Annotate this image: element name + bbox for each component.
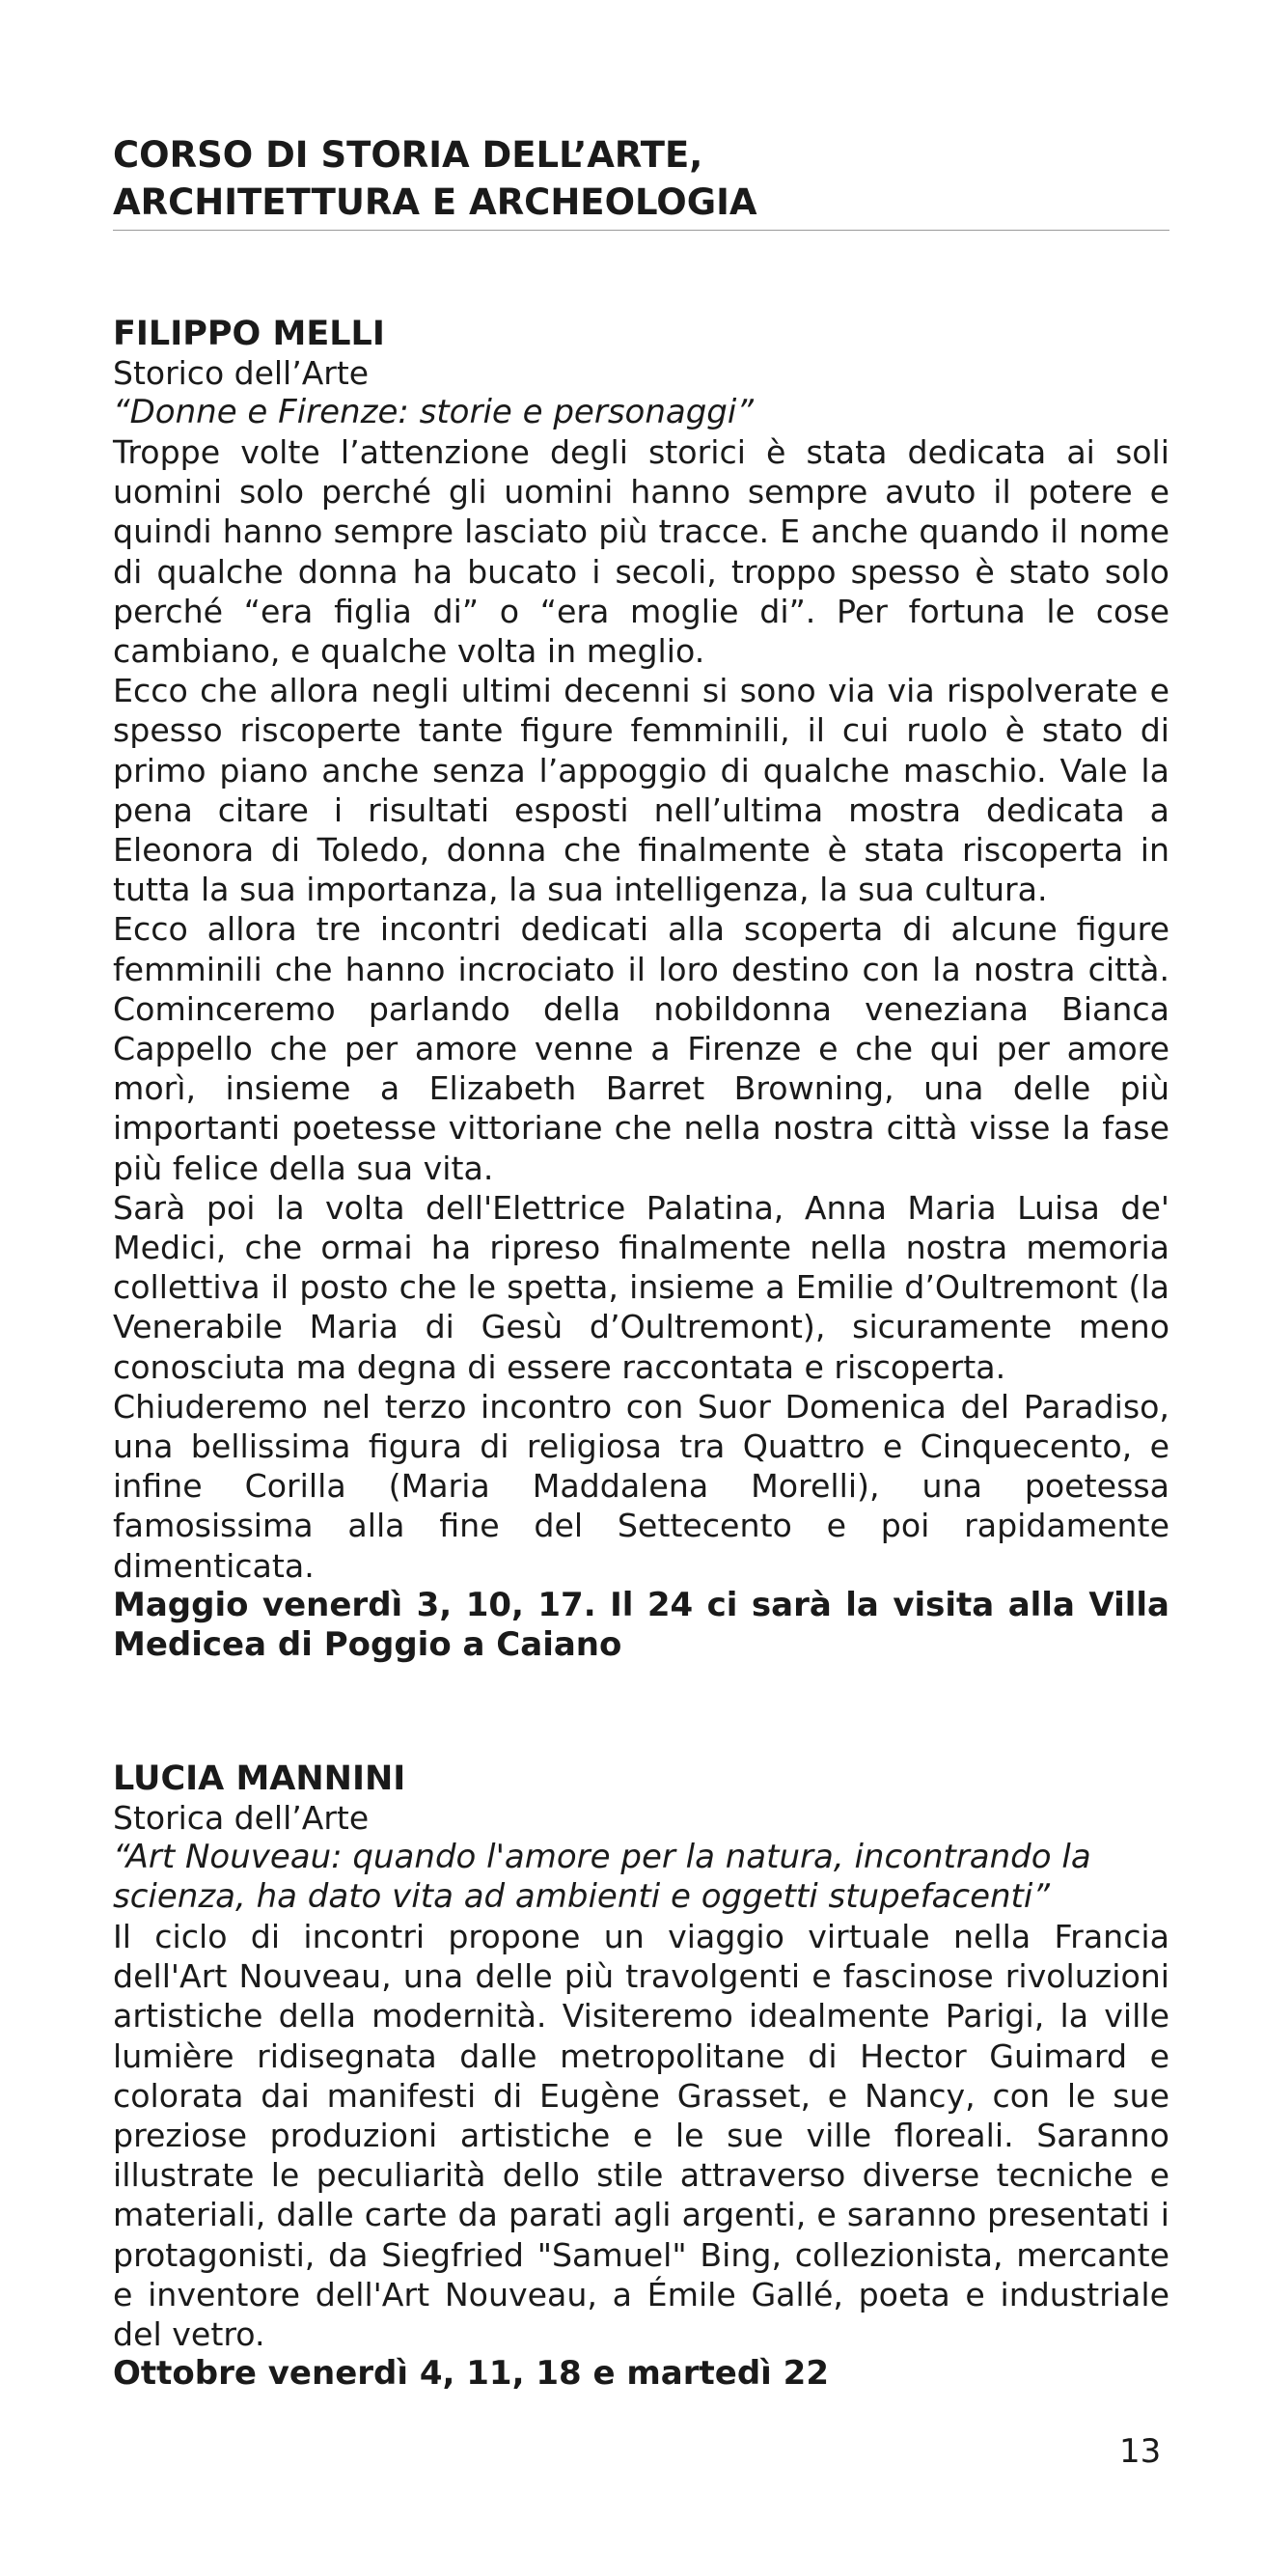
course-title bbox=[113, 131, 1169, 231]
speaker-name: LUCIA MANNINI bbox=[113, 1759, 406, 1798]
speaker-name: FILIPPO MELLI bbox=[113, 315, 385, 353]
speaker-role: Storica dell’Arte bbox=[113, 1799, 370, 1837]
description-paragraph: Sarà poi la volta dell'Elettrice Palatina, Anna Maria Luisa de' Medici, che ormai ha ripreso finalmente nella nostra memoria collettiva il posto che le spetta, insieme a Emilie d’Oultremont (la Venerabile Maria di Gesù d’Oultremont), sicuramente meno conosciuta ma degna di essere raccontata e riscoperta. bbox=[113, 1188, 1169, 1386]
page-number: 13 bbox=[1119, 2432, 1162, 2471]
description-paragraph: Il ciclo di incontri propone un viaggio virtuale nella Francia dell'Art Nouveau, una delle più travolgenti e fascinose rivoluzioni artistiche della modernità. Visiteremo idealmente Parigi, la ville lumière ridisegnata dalle metropolitane di Hector Guimard e colorata dai manifesti di Eugène Grasset, e Nancy, con le sue preziose produzioni artistiche e le sue ville floreali. Saranno illustrate le peculiarità dello stile attraverso diverse tecniche e materiali, dalle carte da parati agli argenti, e saranno presentati i protagonisti, da Siegfried "Samuel" Bing, collezionista, mercante e inventore dell'Art Nouveau, a Émile Gallé, poeta e industriale del vetro. bbox=[113, 1918, 1169, 2354]
description-paragraph: Ecco che allora negli ultimi decenni si sono via via rispolverate e spesso riscoperte tante figure femminili, il cui ruolo è stato di primo piano anche senza l’appoggio di qualche maschio. Vale la pena citare i risultati esposti nell’ultima mostra dedicata a Eleonora di Toledo, donna che finalmente è stata riscoperta in tutta la sua importanza, la sua intelligenza, la sua cultura. bbox=[113, 672, 1169, 909]
schedule-dates: Ottobre venerdì 4, 11, 18 e martedì 22 bbox=[113, 2354, 829, 2394]
speaker-section-melli bbox=[113, 315, 1169, 1665]
description-paragraph: Chiuderemo nel terzo incontro con Suor Domenica del Paradiso, una bellissima figura di religiosa tra Quattro e Cinquecento, e infine Corilla (Maria Maddalena Morelli), una poetessa famosissima alla fine del Settecento e poi rapidamente dimenticata. bbox=[113, 1387, 1169, 1585]
course-title-line-1: CORSO DI STORIA DELL’ARTE, bbox=[113, 134, 703, 176]
description-paragraph: Ecco allora tre incontri dedicati alla scoperta di alcune figure femminili che hanno incrociato il loro destino con la nostra città. Cominceremo parlando della nobildonna veneziana Bianca Cappello che per amore venne a Firenze e che qui per amore morì, insieme a Elizabeth Barret Browning, una delle più importanti poetesse vittoriane che nella nostra città visse la fase più felice della sua vita. bbox=[113, 910, 1169, 1187]
description-paragraph: Troppe volte l’attenzione degli storici è stata dedicata ai soli uomini solo perché gli uomini hanno sempre avuto il potere e quindi hanno sempre lasciato più tracce. E anche quando il nome di qualche donna ha bucato i secoli, troppo spesso è stato solo perché “era figlia di” o “era moglie di”. Per fortuna le cose cambiano, e qualche volta in meglio. bbox=[113, 433, 1169, 671]
course-topic-title: “Art Nouveau: quando l'amore per la natura, incontrando la scienza, ha dato vita ad ambienti e oggetti stupefacenti” bbox=[113, 1838, 1091, 1916]
speaker-role: Storico dell’Arte bbox=[113, 354, 370, 392]
page-content bbox=[113, 131, 1169, 2394]
schedule-dates: Maggio venerdì 3, 10, 17. Il 24 ci sarà la visita alla Villa Medicea di Poggio a Caiano bbox=[113, 1585, 1169, 1664]
course-title-line-2: ARCHITETTURA E ARCHEOLOGIA bbox=[113, 181, 757, 223]
course-topic-title: “Donne e Firenze: storie e personaggi” bbox=[113, 393, 754, 431]
speaker-section-mannini bbox=[113, 1759, 1169, 2394]
